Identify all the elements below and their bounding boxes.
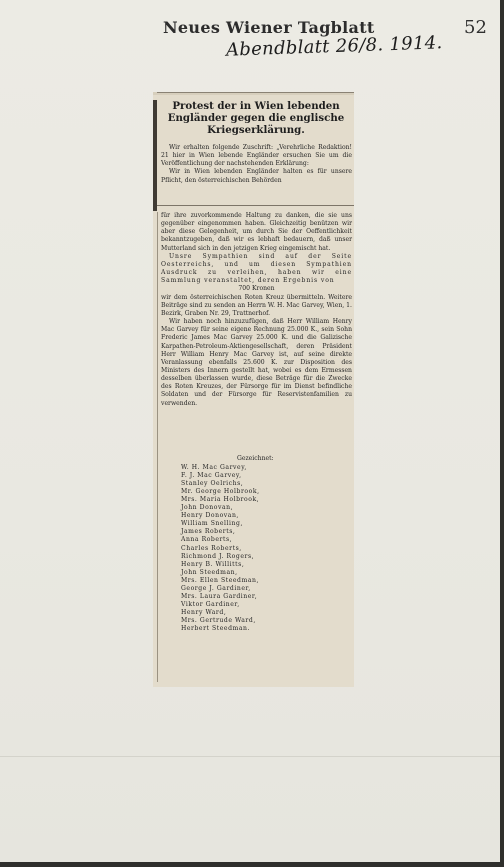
clipping-top-rule (157, 92, 354, 93)
clipping-column-break (157, 205, 354, 206)
article-paragraph-2: Unsre Sympathien sind auf der Seite Oesterreichs, und um diesen Sympathien Ausdruck zu verleihen, haben wir eine Sammlung veranstaltet, deren Ergebnis von (161, 252, 352, 285)
clipping-left-rule (157, 212, 158, 682)
article-paragraph-2-end: wir dem österreichischen Roten Kreuz übermitteln. Weitere Beiträge sind zu senden an Herrn W. H. Mac Garvey, Wien, 1. Bezirk, Graben Nr. 29, Trattnerhof. (161, 293, 352, 317)
article-intro: Wir erhalten folgende Zuschrift: „Verehrliche Redaktion! 21 hier in Wien lebende Engländer ersuchen Sie um die Veröffentlichung der nachstehenden Erklärung: (161, 144, 352, 168)
signatory-name: John Steedman, (181, 568, 238, 576)
newspaper-clipping (153, 92, 354, 687)
article-intro-block (161, 144, 352, 185)
article-headline: Protest der in Wien lebenden Engländer gegen die englische Kriegserklärung. (167, 100, 345, 136)
clipping-left-bar (153, 100, 157, 211)
signatory-name: Anna Roberts, (181, 536, 233, 544)
signatory-name: Richmond J. Rogers, (181, 552, 255, 560)
signatory-name: W. H. Mac Garvey, (181, 464, 247, 472)
signatory-name: James Roberts, (181, 528, 236, 536)
signatory-name: Herbert Steedman. (181, 624, 250, 632)
paper-fold-line (0, 756, 500, 757)
signatory-name: Mrs. Ellen Steedman, (181, 576, 259, 584)
signatory-name: Mrs. Gertrude Ward, (181, 616, 256, 624)
signatory-name: Henry Donovan, (181, 512, 239, 520)
article-body-block (161, 212, 352, 408)
page-number: 52 (464, 17, 487, 38)
scan-border-right (500, 0, 504, 867)
signed-label: Gezeichnet: (237, 455, 274, 462)
signatory-name: John Donovan, (181, 504, 234, 512)
signatory-name: Henry B. Willitts, (181, 560, 245, 568)
signatory-name: Charles Roberts, (181, 544, 242, 552)
signatory-name: Mrs. Maria Holbrook, (181, 496, 260, 504)
signatory-name: Mrs. Laura Gardiner, (181, 592, 258, 600)
signatory-name: F. J. Mac Garvey, (181, 472, 242, 480)
signatory-name: Mr. George Holbrook, (181, 488, 260, 496)
donation-amount: 700 Kronen (238, 285, 275, 293)
newspaper-masthead: Neues Wiener Tagblatt (163, 18, 375, 37)
signatory-name: Henry Ward, (181, 608, 227, 616)
article-paragraph-1-cont: für ihre zuvorkommende Haltung zu danken, die sie uns gegenüber eingenommen haben. Gleichzeitig benützen wir aber diese Gelegenheit, um durch Sie der Oeffentlichkeit bekanntzugeben, daß wir es lebhaft bedauern, daß unser Mutterland sich in den jetzigen Krieg eingemischt hat. (161, 212, 352, 252)
signatory-name: George J. Gardiner, (181, 584, 251, 592)
signature-list (161, 455, 352, 633)
handwritten-date-note: Abendblatt 26/8. 1914. (225, 32, 443, 61)
signatory-name: Viktor Gardiner, (181, 600, 240, 608)
signatory-name: Stanley Oelrichs, (181, 480, 244, 488)
article-paragraph-3: Wir haben noch hinzuzufügen, daß Herr William Henry Mac Garvey für seine eigene Rechnung 25.000 K., sein Sohn Frederic James Mac Garvey 25.000 K. und die Galizische Karpathen-Petroleum-Aktiengesellschaft, deren Präsident Herr William Henry Mac Garvey ist, auf seine direkte Veranlassung ebenfalls 25.600 K. zur Disposition des Ministers des Innern gestellt hat, wobei es dem Ermessen desselben überlassen wurde, diese Beträge für die Zwecke des Roten Kreuzes, der Fürsorge für im Dienst befindliche Soldaten und der Fürsorge für Reservistenfamilien zu verwenden. (161, 318, 352, 407)
article-paragraph-1-start: Wir in Wien lebenden Engländer halten es für unsere Pflicht, den österreichischen Behörden (161, 168, 352, 184)
signatory-name: William Snelling, (181, 520, 243, 528)
scan-border-bottom (0, 862, 504, 867)
